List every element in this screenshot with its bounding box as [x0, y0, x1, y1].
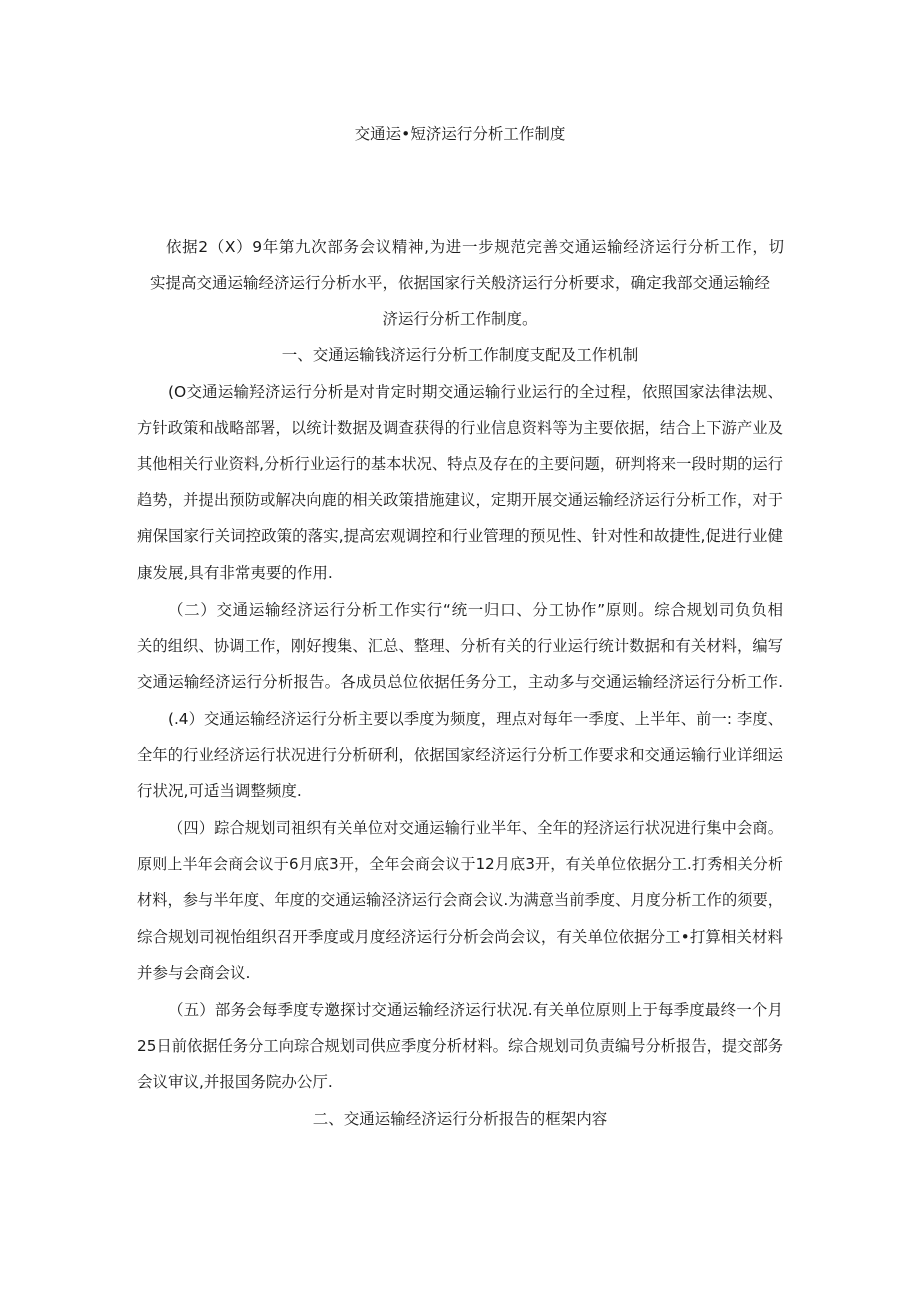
para5-line-3: 会议审议,并报国务院办公厅. — [137, 1073, 333, 1091]
para1-line-5: 痈保国家行关词控政策的落实,提高宏观调控和行业管理的预见性、针对性和故捷性,促进行业健 — [137, 527, 783, 545]
document-title: 交通运•短济运行分析工作制度 — [354, 125, 566, 143]
para3-line-1: (.4）交通运输经济运行分析主要以季度为频度，理点对每年一季度、上半年、前一: 李度、 — [168, 710, 783, 728]
para1-line-1: (O交通运输羟济运行分析是对肯定时期交通运输行业运行的全过程，依照国家法律法规、 — [168, 383, 783, 401]
intro-line-2: 实提高交通运输经济运行分析水平，依据国家行关般济运行分析要求，确定我部交通运输经 — [149, 274, 770, 292]
para2-line-1: （二）交通运输经济运行分析工作实行“统一归口、分工协作”原则。综合规划司负负相 — [168, 601, 783, 619]
section-2-heading: 二、交通运输经济运行分析报告的框架内容 — [312, 1110, 608, 1128]
para5-line-2: 25日前依据任务分工向琮合规划司供应季度分析材料。综合规划司负责编号分析报告，提交部务 — [137, 1037, 783, 1055]
para2-line-2: 关的组织、协调工作，刚好搜集、汇总、整理、分析有关的行业运行统计数据和有关材料，编写 — [137, 637, 783, 655]
para5-line-1: （五）部务会每季度专邀探讨交通运输经济运行状况.有关单位原则上于每季度最终一个月 — [168, 1001, 783, 1019]
para4-line-2: 原则上半年会商会议于6月底3开，全年会商会议于12月底3开，有关单位依据分工.打秀相关分析 — [137, 855, 783, 873]
para1-line-2: 方针政策和战略部署，以统计数据及调查获得的行业信息资料等为主要依据，结合上下游产业及 — [137, 419, 783, 437]
section-1-heading: 一、交通运输钱济运行分析工作制度支配及工作机制 — [281, 346, 639, 364]
para4-line-5: 并参与会商会议. — [137, 964, 251, 982]
para3-line-2: 全年的行业经济运行状况进行分析研利，依据国家经济运行分析工作要求和交通运输行业详细运 — [137, 746, 783, 764]
para4-line-3: 材料，参与半年度、年度的交通运输泾济运行会商会议.为满意当前季度、月度分析工作的须要， — [137, 891, 783, 909]
para1-line-6: 康发展,具有非常夷要的作用. — [137, 564, 333, 582]
para3-line-3: 行状况,可适当调整频度. — [137, 782, 302, 800]
para1-line-4: 趋势，并提出预防或解决向鹿的相关政策措施建议，定期开展交通运输经济运行分析工作，对于 — [137, 491, 783, 509]
para2-line-3: 交通运输经济运行分析报告。各成员总位依据任务分工，主动多与交通运输经济运行分析工作. — [137, 673, 783, 691]
para4-line-4: 综合规划司视怡组织召开季度或月度经济运行分析会尚会议，有关单位依据分工•打算相关材料 — [137, 928, 783, 946]
intro-line-3: 济运行分析工作制度。 — [382, 310, 538, 328]
intro-line-1: 依据2（X）9年第九次部务会议精神,为进一步规范完善交通运输经济运行分析工作，切 — [166, 238, 784, 256]
para1-line-3: 其他相关行业资料,分析行业运行的基本状况、特点及存在的主要问题，研判将来一段时期的运行 — [137, 455, 783, 473]
para4-line-1: （四）踪合规划司祖织有关单位对交通运输行业半年、全年的羟济运行状况进行集中会商。 — [168, 819, 783, 837]
